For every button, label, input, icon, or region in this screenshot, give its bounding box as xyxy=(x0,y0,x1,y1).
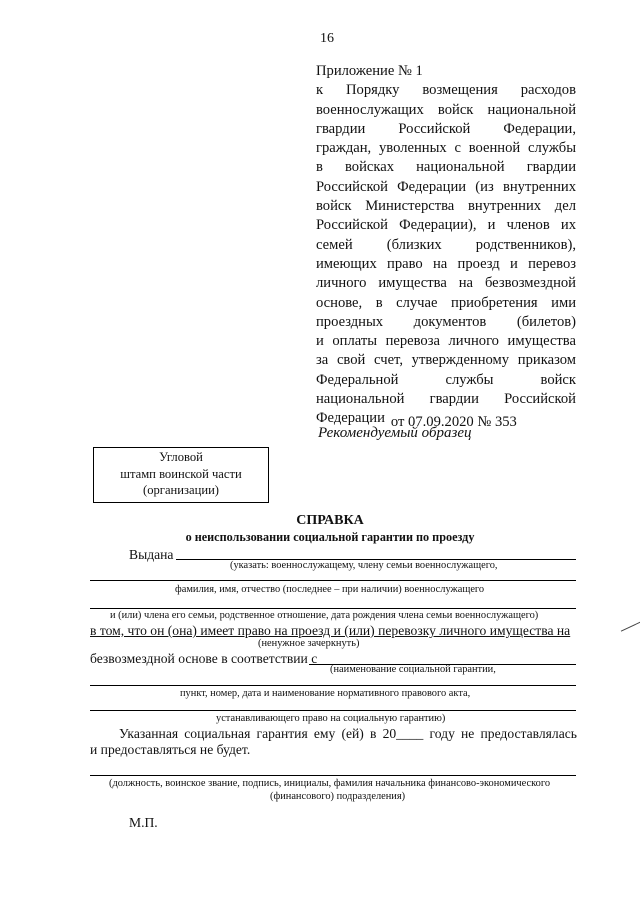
stamp-line: (организации) xyxy=(143,483,219,497)
order-reference: от 07.09.2020 № 353 xyxy=(390,414,517,431)
annex-line: Российской Федерации (из внутренних xyxy=(316,178,576,195)
stamp-line: штамп воинской части xyxy=(120,466,242,481)
annex-line: национальной гвардии Российской xyxy=(316,391,576,408)
seal-label: М.П. xyxy=(129,815,158,830)
annex-line: Федеральной службы войск xyxy=(316,371,576,388)
signature-line[interactable] xyxy=(90,775,576,776)
name-field-line[interactable] xyxy=(90,580,576,581)
annex-line: личного имущества на безвозмездной xyxy=(316,275,576,292)
statement-line: Указанная социальная гарантия ему (ей) в 20____ году не предоставлялась xyxy=(119,726,577,741)
field-hint: устанавливающего право на социальную гарантию) xyxy=(216,713,446,724)
statement-line: и предоставляться не будет. xyxy=(90,742,251,757)
annex-line: семей (близких родственников), xyxy=(316,236,576,253)
field-hint: и (или) члена его семьи, родственное отношение, дата рождения члена семьи военнослужащего) xyxy=(110,610,539,621)
certificate-title: СПРАВКА xyxy=(296,513,364,528)
act-field-line-2[interactable] xyxy=(90,710,576,711)
annex-line: проездных документов (билетов) xyxy=(316,313,576,330)
field-hint: (ненужное зачеркнуть) xyxy=(258,638,360,649)
recommended-sample-label: Рекомендуемый образец xyxy=(318,425,472,441)
stamp-line: Угловой xyxy=(159,450,203,464)
signature-hint: (финансового) подразделения) xyxy=(270,791,406,802)
annex-block xyxy=(316,62,576,429)
corner-stamp-box xyxy=(93,447,269,503)
annex-line: военнослужащих войск национальной xyxy=(316,101,576,118)
field-hint: пункт, номер, дата и наименование нормативного правового акта, xyxy=(180,688,471,699)
annex-line: Федерации xyxy=(316,410,385,427)
annex-line: граждан, уволенных с военной службы xyxy=(316,140,576,157)
pen-mark xyxy=(621,621,640,631)
annex-line: и оплаты перевоза личного имущества xyxy=(316,333,576,350)
right-statement: в том, что он (она) имеет право на проезд и (или) перевозку личного имущества на xyxy=(90,623,571,638)
annex-line: основе, в случае приобретения ими xyxy=(316,294,576,311)
basis-label: безвозмездной основе в соответствии с xyxy=(90,651,318,666)
page-number: 16 xyxy=(320,31,334,46)
field-hint: (наименование социальной гарантии, xyxy=(330,664,496,675)
field-hint: (указать: военнослужащему, члену семьи военнослужащего, xyxy=(230,560,498,571)
annex-line: войск Министерства внутренних дел xyxy=(316,198,576,215)
certificate-subtitle: о неиспользовании социальной гарантии по проезду xyxy=(185,530,475,544)
annex-line: гвардии Российской Федерации, xyxy=(316,120,576,137)
annex-line: в войсках национальной гвардии xyxy=(316,159,576,176)
annex-line: за свой счет, утвержденному приказом xyxy=(316,352,576,369)
act-field-line[interactable] xyxy=(90,685,576,686)
signature-hint: (должность, воинское звание, подпись, инициалы, фамилия начальника финансово-экономического xyxy=(109,778,551,789)
annex-line: Российской Федерации), и членов их xyxy=(316,217,576,234)
annex-line: к Порядку возмещения расходов xyxy=(316,82,576,99)
issued-label: Выдана xyxy=(129,547,174,562)
annex-line: имеющих право на проезд и перевоз xyxy=(316,255,576,272)
field-hint: фамилия, имя, отчество (последнее – при наличии) военнослужащего xyxy=(175,584,485,595)
family-field-line[interactable] xyxy=(90,608,576,609)
annex-line: Приложение № 1 xyxy=(316,63,423,79)
